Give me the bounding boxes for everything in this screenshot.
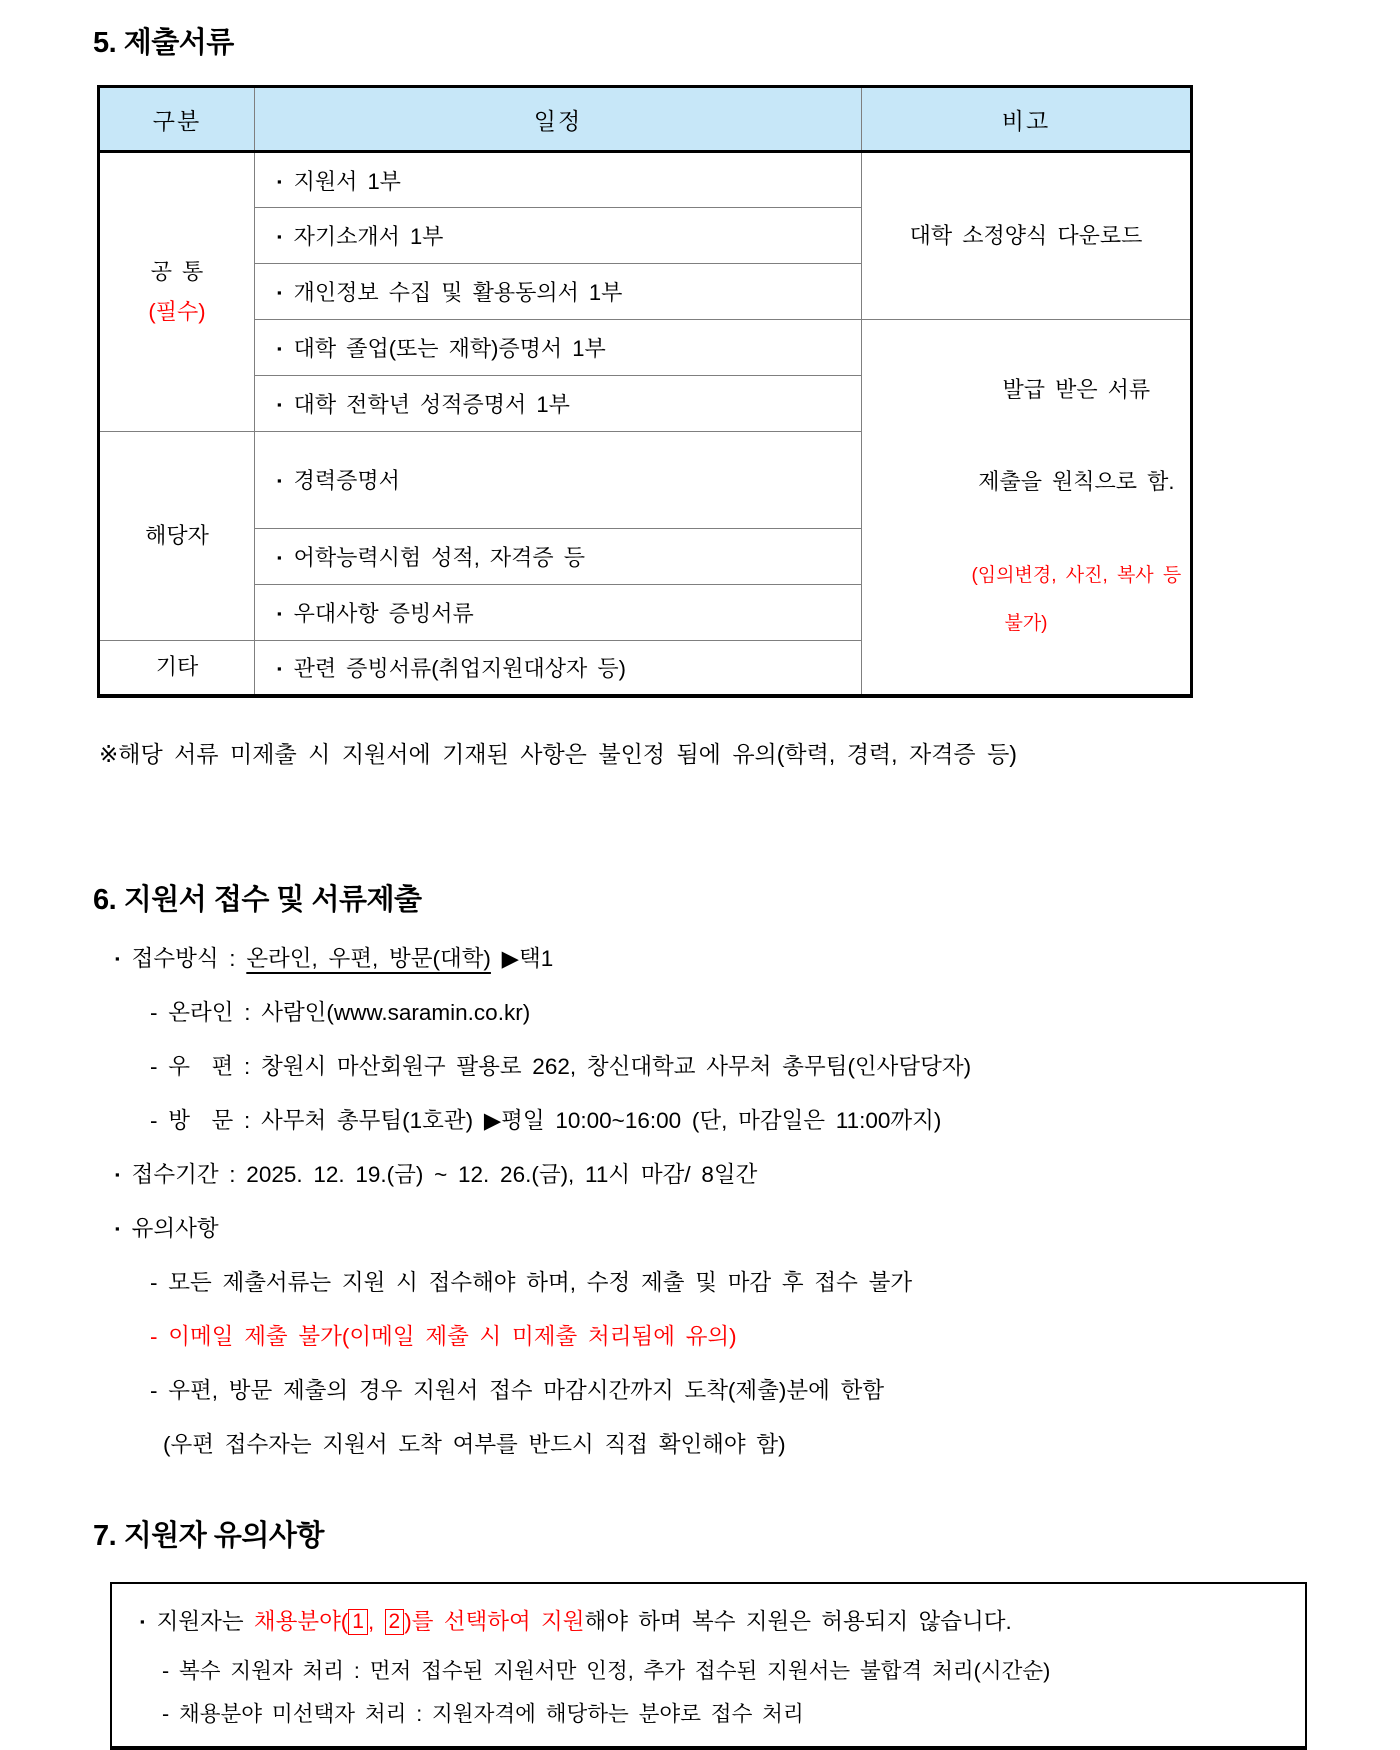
section-6-heading: 6. 지원서 접수 및 서류제출: [93, 884, 422, 916]
square-bullet-icon: ▪: [140, 1614, 145, 1629]
square-bullet-icon: ▪: [277, 473, 282, 489]
table-header-schedule: 일정: [255, 87, 862, 152]
doc-text: 지원서 1부: [293, 168, 401, 194]
doc-cell: [255, 152, 862, 208]
doc-text: 대학 전학년 성적증명서 1부: [293, 392, 570, 417]
square-bullet-icon: ▪: [277, 605, 282, 621]
doc-text: 대학 졸업(또는 재학)증명서 1부: [293, 336, 606, 361]
square-bullet-icon: ▪: [277, 660, 282, 676]
square-bullet-icon: ▪: [115, 1167, 120, 1182]
notice-line-3: - 채용분야 미선택자 처리 : 지원자격에 해당하는 분야로 접수 처리: [162, 1702, 804, 1726]
submission-documents-table: [97, 85, 1193, 698]
remark-download-text: 대학 소정양식 다운로드: [909, 223, 1143, 248]
section-5-heading: 5. 제출서류: [93, 27, 234, 59]
square-bullet-icon: ▪: [115, 951, 120, 966]
caution-line-2-red: - 이메일 제출 불가(이메일 제출 시 미제출 처리됨에 유의): [150, 1324, 737, 1349]
notice-1-red-1: 채용분야(: [253, 1609, 349, 1634]
table-header-remark: 비고: [862, 87, 1192, 152]
cautions-label-line: [115, 1212, 1400, 1245]
sub-visit-line: - 방 문 : 사무처 총무팀(1호관) ▶평일 10:00~16:00 (단, 마감일은 11:00까지): [150, 1108, 942, 1133]
notice-1-red-2: ,: [367, 1609, 385, 1634]
boxed-number-2: 2: [385, 1609, 405, 1635]
doc-cell: [255, 376, 862, 432]
group-eligible-label: 해당자: [145, 522, 209, 548]
section-7-heading: 7. 지원자 유의사항: [93, 1520, 324, 1552]
table-header-row: [99, 87, 1192, 152]
square-bullet-icon: ▪: [277, 229, 282, 244]
caution-line-3-continued: (우편 접수자는 지원서 도착 여부를 반드시 직접 확인해야 함): [163, 1432, 786, 1457]
square-bullet-icon: ▪: [277, 173, 282, 189]
remark-issued-caution: (임의변경, 사진, 복사 등 불가): [971, 565, 1191, 634]
group-common-label: 공 통: [150, 259, 204, 284]
method-suffix: ▶택1: [490, 946, 554, 971]
square-bullet-icon: ▪: [115, 1221, 120, 1236]
group-cell-etc: [99, 640, 255, 696]
notice-line-2: - 복수 지원자 처리 : 먼저 접수된 지원서만 인정, 추가 접수된 지원서는 불합격 처리(시간순): [162, 1659, 1051, 1683]
square-bullet-icon: ▪: [277, 397, 282, 412]
table-footnote: ※해당 서류 미제출 시 지원서에 기재된 사항은 불인정 됨에 유의(학력, 경력, 자격증 등): [99, 741, 1017, 767]
doc-cell: [255, 320, 862, 376]
doc-text: 경력증명서: [293, 468, 400, 494]
notice-line-1: [140, 1604, 1285, 1636]
doc-text: 어학능력시험 성적, 자격증 등: [293, 544, 585, 570]
doc-cell: [255, 264, 862, 320]
doc-text: 개인정보 수집 및 활용동의서 1부: [293, 280, 623, 305]
doc-text: 관련 증빙서류(취업지원대상자 등): [293, 655, 626, 681]
sub-online-line: - 온라인 : 사람인(www.saramin.co.kr): [150, 1000, 531, 1025]
remark-issued-line1: 발급 받은 서류: [1002, 377, 1151, 402]
applicant-notice-box: [110, 1582, 1307, 1750]
group-common-required-label: (필수): [148, 299, 206, 324]
doc-cell: [255, 528, 862, 584]
square-bullet-icon: ▪: [277, 341, 282, 356]
group-cell-common: [99, 152, 255, 432]
method-underlined-text: 온라인, 우편, 방문(대학): [246, 946, 491, 971]
remark-download-cell: [862, 152, 1192, 320]
sub-mail-line: - 우 편 : 창원시 마산회원구 팔용로 262, 창신대학교 사무처 총무팀(인사담당자): [150, 1054, 972, 1079]
method-prefix: 접수방식 :: [131, 946, 247, 971]
notice-1-suffix: 해야 하며 복수 지원은 허용되지 않습니다.: [584, 1609, 1012, 1634]
remark-issued-cell: [862, 320, 1192, 697]
cautions-label-text: 유의사항: [131, 1216, 219, 1241]
doc-cell: [255, 640, 862, 696]
period-line: [115, 1158, 1400, 1191]
notice-1-red-3: )를 선택하여 지원: [404, 1609, 585, 1634]
doc-text: 자기소개서 1부: [293, 224, 444, 249]
remark-issued-line2: 제출을 원칙으로 함.: [978, 469, 1175, 494]
period-text: 접수기간 : 2025. 12. 19.(금) ~ 12. 26.(금), 11시 마감/ 8일간: [131, 1162, 758, 1187]
table-header-category: 구분: [99, 87, 255, 152]
doc-text: 우대사항 증빙서류: [293, 600, 474, 626]
table-row: [99, 152, 1192, 208]
caution-line-1: - 모든 제출서류는 지원 시 접수해야 하며, 수정 제출 및 마감 후 접수 불가: [150, 1270, 913, 1295]
doc-cell: [255, 208, 862, 264]
group-cell-eligible: [99, 432, 255, 641]
square-bullet-icon: ▪: [277, 285, 282, 300]
doc-cell: [255, 432, 862, 529]
doc-cell: [255, 584, 862, 640]
table-row: [99, 320, 1192, 376]
group-etc-label: 기타: [155, 654, 199, 680]
boxed-number-1: 1: [348, 1609, 368, 1635]
caution-line-3: - 우편, 방문 제출의 경우 지원서 접수 마감시간까지 도착(제출)분에 한함: [150, 1378, 885, 1403]
method-line: [115, 942, 1400, 975]
square-bullet-icon: ▪: [277, 549, 282, 565]
notice-1-prefix: 지원자는: [156, 1609, 254, 1634]
